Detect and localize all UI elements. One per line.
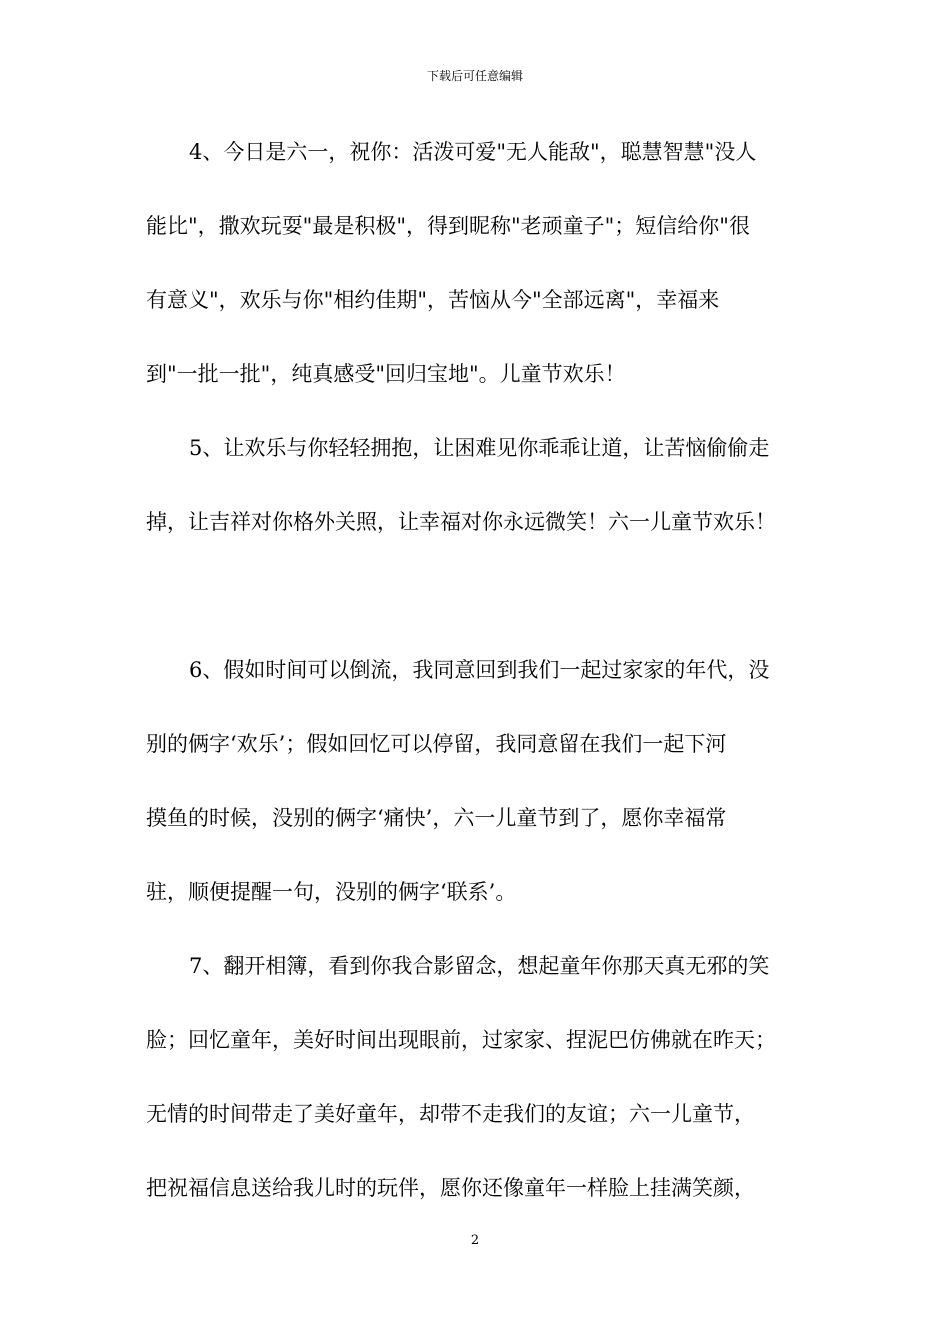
paragraph-line: 把祝福信息送给我儿时的玩伴，愿你还像童年一样脸上挂满笑颜， (146, 1176, 755, 1200)
blank-line (146, 574, 826, 648)
paragraph-5 (146, 426, 826, 574)
paragraph-line: 有意义"，欢乐与你"相约佳期"，苦恼从今"全部远离"，幸福来 (146, 288, 720, 312)
paragraph-7 (146, 944, 826, 1240)
paragraph-6 (146, 648, 826, 944)
paragraph-line: 摸鱼的时候，没别的俩字‘痛快’，六一儿童节到了，愿你幸福常 (146, 806, 727, 830)
paragraph-line: 到"一批一批"，纯真感受"回归宝地"。儿童节欢乐！ (146, 362, 626, 386)
paragraph-line: 脸；回忆童年，美好时间出现眼前，过家家、捏泥巴仿佛就在昨天； (146, 1028, 776, 1052)
page-header: 下载后可任意编辑 (426, 69, 523, 83)
page-number: 2 (470, 1233, 480, 1248)
paragraph-line: 掉，让吉祥对你格外关照，让幸福对你永远微笑！六一儿童节欢乐！ (146, 510, 776, 534)
paragraph-line: 别的俩字‘欢乐’；假如回忆可以停留，我同意留在我们一起下河 (146, 732, 727, 756)
paragraph-line: 4、今日是六一，祝你：活泼可爱"无人能敌"，聪慧智慧"没人 (189, 140, 757, 164)
paragraph-line: 驻，顺便提醒一句，没别的俩字‘联系’。 (146, 880, 517, 904)
paragraph-line: 5、让欢乐与你轻轻拥抱，让困难见你乖乖让道，让苦恼偷偷走 (189, 436, 770, 460)
paragraph-line: 7、翻开相簿，看到你我合影留念，想起童年你那天真无邪的笑 (189, 954, 770, 978)
paragraph-line: 能比"，撒欢玩耍"最是积极"，得到昵称"老顽童子"；短信给你"很 (146, 214, 750, 238)
paragraph-4 (146, 130, 826, 426)
paragraph-line: 6、假如时间可以倒流，我同意回到我们一起过家家的年代，没 (189, 658, 770, 682)
document-body (146, 130, 826, 1240)
paragraph-line: 无情的时间带走了美好童年，却带不走我们的友谊；六一儿童节， (146, 1102, 755, 1126)
